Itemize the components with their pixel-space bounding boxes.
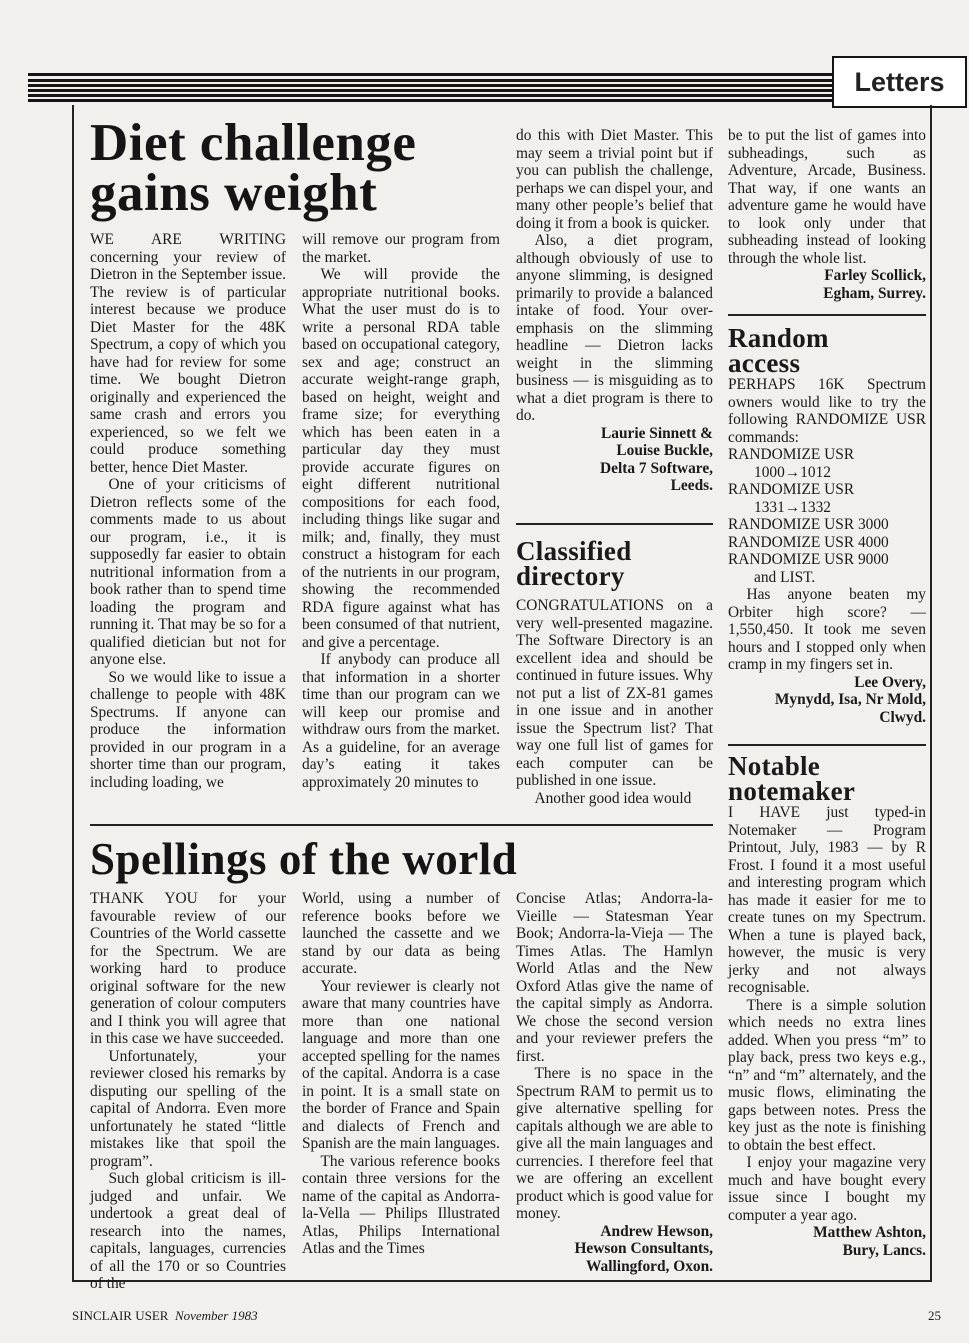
spellings-column-2 xyxy=(302,890,500,1258)
spellings-signature: Andrew Hewson, Hewson Consultants, Wallingford, Oxon. xyxy=(574,1222,713,1275)
diet-column-3 xyxy=(516,127,713,495)
command-list: RANDOMIZE USR 1000→1012 RANDOMIZE USR 1331→1332 RANDOMIZE USR 3000 RANDOMIZE USR 4000 RANDOMIZE USR 9000 and LIST. xyxy=(728,446,889,586)
classified-letter xyxy=(516,536,713,807)
paragraph: World, using a number of reference books before we launched the cassette and we stand by our data as being accurate. xyxy=(302,890,500,977)
paragraph: I HAVE just typed-in Notemaker — Program Printout, July, 1983 — by R Frost. I found it a most useful and interesting program which has made it easier for me to create tunes on my Spectrum. When a tune is played back, however, the music is very jerky and not always recognisable. xyxy=(728,804,926,996)
divider xyxy=(728,744,926,746)
classified-signature: Farley Scollick, Egham, Surrey. xyxy=(823,267,926,302)
spellings-headline: Spellings of the world xyxy=(90,834,518,884)
publication-name: SINCLAIR USER xyxy=(72,1308,169,1323)
paragraph: be to put the list of games into subheadings, such as Adventure, Arcade, Business. That way, if one wants an adventure game he would have to look only under that subheading instead of looking through the whole list. xyxy=(728,127,926,267)
diet-column-2 xyxy=(302,231,500,791)
paragraph: WE ARE WRITING concerning your review of Dietron in the September issue. The review is of particular interest because we produce Diet Master for the 48K Spectrum, a copy of which you have had for review for some time. We bought Dietron originally and experienced the same crash and errors you experienced, so we felt we could produce something better, hence Diet Master. xyxy=(90,231,286,476)
page-number: 25 xyxy=(928,1308,941,1323)
divider xyxy=(90,824,713,826)
classified-continued xyxy=(728,127,926,302)
paragraph: Such global criticism is ill-judged and unfair. We undertook a great deal of research into the names, capitals, languages, currencies of all the 170 or so Countries of the xyxy=(90,1170,286,1292)
classified-headline: Classified directory xyxy=(516,536,632,591)
paragraph: will remove our program from the market. xyxy=(302,231,500,266)
paragraph: Another good idea would xyxy=(534,789,692,807)
footer-publication xyxy=(72,1308,258,1324)
paragraph: Also, a diet program, although obviously of use to anyone slimming, is designed primarily to provide a balanced intake of food. Your over-emphasis on the slimming headline — Dietron lacks weight in the slimming business — is misguiding as to what a diet program is there to do. xyxy=(516,232,713,424)
paragraph: CONGRATULATIONS on a very well-presented magazine. The Software Directory is an excellent idea and should be continued in future issues. Why not put a list of ZX-81 games in one issue and in another issue the Spectrum list? That way one full list of games for each computer can be published in one issue. xyxy=(516,597,713,789)
paragraph: So we would like to issue a challenge to people with 48K Spectrums. If anyone can produce the information provided in our program in a shorter time than our program, including loading, we xyxy=(90,668,286,791)
paragraph: Unfortunately, your reviewer closed his remarks by disputing our spelling of the capital of Andorra. Even more unfortunately he stated “little mistakes like that spoil the program”. xyxy=(90,1047,286,1170)
random-access-signature: Lee Overy, Mynydd, Isa, Nr Mold, Clwyd. xyxy=(774,673,926,726)
diet-headline xyxy=(90,114,510,222)
paragraph: PERHAPS 16K Spectrum owners would like to try the following RANDOMIZE USR commands: xyxy=(728,376,926,446)
paragraph: There is a simple solution which needs no extra lines added. When you press “m” to play back, press two keys e.g., “n” and “m” alternately, and the music flows, eliminating the gaps between notes. Press the key just as the note is finishing to obtain the best effect. xyxy=(728,996,926,1154)
random-access-letter xyxy=(728,323,926,726)
paragraph: Your reviewer is clearly not aware that many countries have more than one national language and more than one accepted spelling for the names of the capital. Andorra is a case in point. It is a small state on the border of France and Spain and dialects of French and Spanish are the main languages. xyxy=(302,977,500,1152)
notemaker-signature: Matthew Ashton, Bury, Lancs. xyxy=(813,1224,926,1259)
diet-column-1 xyxy=(90,231,286,791)
random-access-headline: Random access xyxy=(728,323,829,378)
paragraph: THANK YOU for your favourable review of our Countries of the World cassette for the Spectrum. We are working hard to produce original software for the new generation of colour computers and I think you will agree that in this case we have succeeded. xyxy=(90,890,286,1047)
paragraph: Has anyone beaten my Orbiter high score? — 1,550,450. It took me seven hours and I stopped only when cramp in my fingers set in. xyxy=(728,586,926,673)
divider xyxy=(516,523,713,525)
notemaker-letter xyxy=(728,751,926,1259)
paragraph: If anybody can produce all that information in a shorter time than our program can we will keep our promise and withdraw ours from the market. As a guideline, for an average day’s eating it takes approximately 20 minutes to xyxy=(302,651,500,791)
spellings-column-3 xyxy=(516,890,713,1275)
diet-headline-line2: gains weight xyxy=(90,164,378,222)
header-rule xyxy=(28,73,832,103)
paragraph: One of your criticisms of Dietron reflects some of the comments made to us about our program, i.e., it is supposedly far easier to obtain nutritional information from a book rather than to spend time loading the program and running it. That may be so for a qualified dietician but not for anyone else. xyxy=(90,476,286,668)
paragraph: do this with Diet Master. This may seem a trivial point but if you can publish the challenge, perhaps we can dispel your, and many other people’s belief that doing it from a book is quicker. xyxy=(516,127,713,232)
section-tab: Letters xyxy=(832,56,967,108)
paragraph: I enjoy your magazine very much and have bought every issue since I bought my computer a year ago. xyxy=(728,1154,926,1224)
divider xyxy=(728,314,926,316)
paragraph: The various reference books contain three versions for the name of the capital as Andorra-la-Vella — Philips Illustrated Atlas, Philips International Atlas and the Times xyxy=(302,1152,500,1257)
paragraph: There is no space in the Spectrum RAM to permit us to give alternative spelling for capitals although we are able to give all the main languages and currencies. I therefore feel that we are offering an excellent product which is good value for money. xyxy=(516,1065,713,1222)
paragraph: Concise Atlas; Andorra-la-Vieille — Statesman Year Book; Andorra-la-Vieja — The Times Atlas. The Hamlyn World Atlas and the New Oxford Atlas give the name of the capital simply as Andorra. We chose the second version and your reviewer prefers the first. xyxy=(516,890,713,1065)
paragraph: We will provide the appropriate nutritional books. What the user must do is to write a personal RDA table based on occupational category, sex and age; construct an accurate weight-range graph, based on height, weight and frame size; for everything which has been eaten in a particular day they must provide accurate figures on eight different nutritional compositions for each food, including things like sugar and milk; and, finally, they must construct a histogram for each of the nutrients in our program, showing the recommended RDA figure against what has been consumed of that nutrient, and give a percentage. xyxy=(302,266,500,651)
spellings-column-1 xyxy=(90,890,286,1293)
notemaker-headline: Notable notemaker xyxy=(728,751,856,806)
issue-date: November 1983 xyxy=(174,1308,258,1323)
diet-headline-line1: Diet challenge xyxy=(90,114,417,172)
diet-signature: Laurie Sinnett & Louise Buckle, Delta 7 Software, Leeds. xyxy=(600,424,713,494)
